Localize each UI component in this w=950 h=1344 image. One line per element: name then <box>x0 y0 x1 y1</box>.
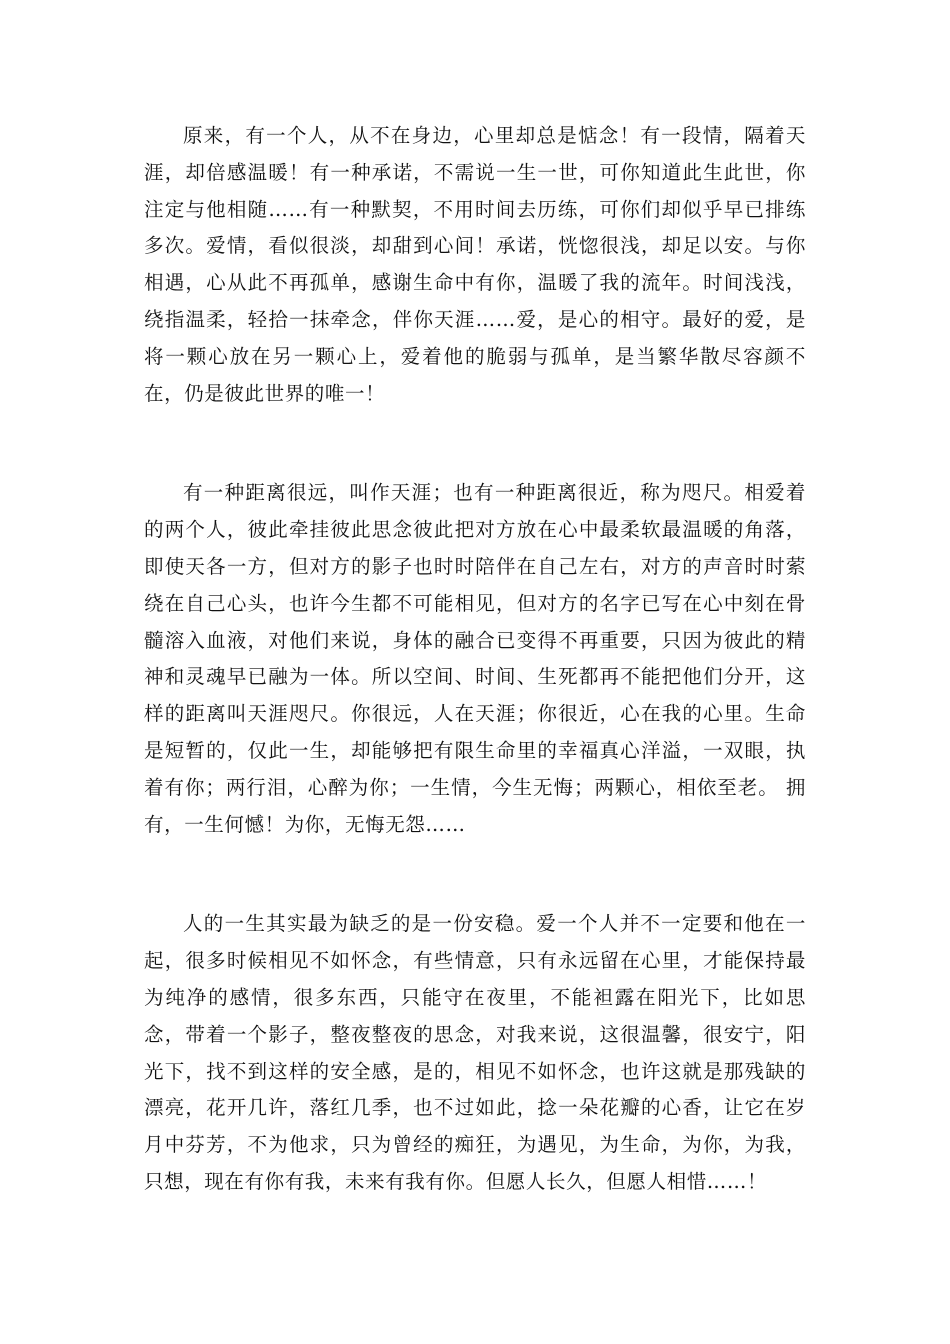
document-body <box>144 118 806 1201</box>
paragraph-2: 有一种距离很远，叫作天涯；也有一种距离很近，称为咫尺。相爱着的两个人，彼此牵挂彼此思念彼此把对方放在心中最柔软最温暖的角落，即使天各一方，但对方的影子也时时陪伴在自己左右，对方的声音时时萦绕在自己心头，也许今生都不可能相见，但对方的名字已写在心中刻在骨髓溶入血液，对他们来说，身体的融合已变得不再重要，只因为彼此的精神和灵魂早已融为一体。所以空间、时间、生死都再不能把他们分开，这样的距离叫天涯咫尺。你很远，人在天涯；你很近，心在我的心里。生命是短暂的，仅此一生，却能够把有限生命里的幸福真心洋溢，一双眼，执着有你；两行泪，心醉为你；一生情，今生无悔；两颗心，相依至老。 拥有，一生何憾！为你，无悔无怨…… <box>144 481 806 836</box>
paragraph-1: 原来，有一个人，从不在身边，心里却总是惦念！有一段情，隔着天涯，却倍感温暖！有一种承诺，不需说一生一世，可你知道此生此世，你注定与他相随……有一种默契，不用时间去历练，可你们却似乎早已排练多次。爱情，看似很淡，却甜到心间！承诺，恍惚很浅，却足以安。与你相遇，心从此不再孤单，感谢生命中有你，温暖了我的流年。时间浅浅，绕指温柔，轻拾一抹牵念，伴你天涯……爱，是心的相守。最好的爱，是将一颗心放在另一颗心上，爱着他的脆弱与孤单，是当繁华散尽容颜不在，仍是彼此世界的唯一！ <box>144 124 806 405</box>
paragraph-3: 人的一生其实最为缺乏的是一份安稳。爱一个人并不一定要和他在一起，很多时候相见不如怀念，有些情意，只有永远留在心里，才能保持最为纯净的感情，很多东西，只能守在夜里，不能袒露在阳光下，比如思念，带着一个影子，整夜整夜的思念，对我来说，这很温馨，很安宁，阳光下，找不到这样的安全感，是的，相见不如怀念，也许这就是那残缺的漂亮，花开几许，落红几季，也不过如此，捻一朵花瓣的心香，让它在岁月中芬芳，不为他求，只为曾经的痴狂，为遇见，为生命，为你，为我，只想，现在有你有我，未来有我有你。但愿人长久，但愿人相惜……！ <box>144 912 806 1193</box>
